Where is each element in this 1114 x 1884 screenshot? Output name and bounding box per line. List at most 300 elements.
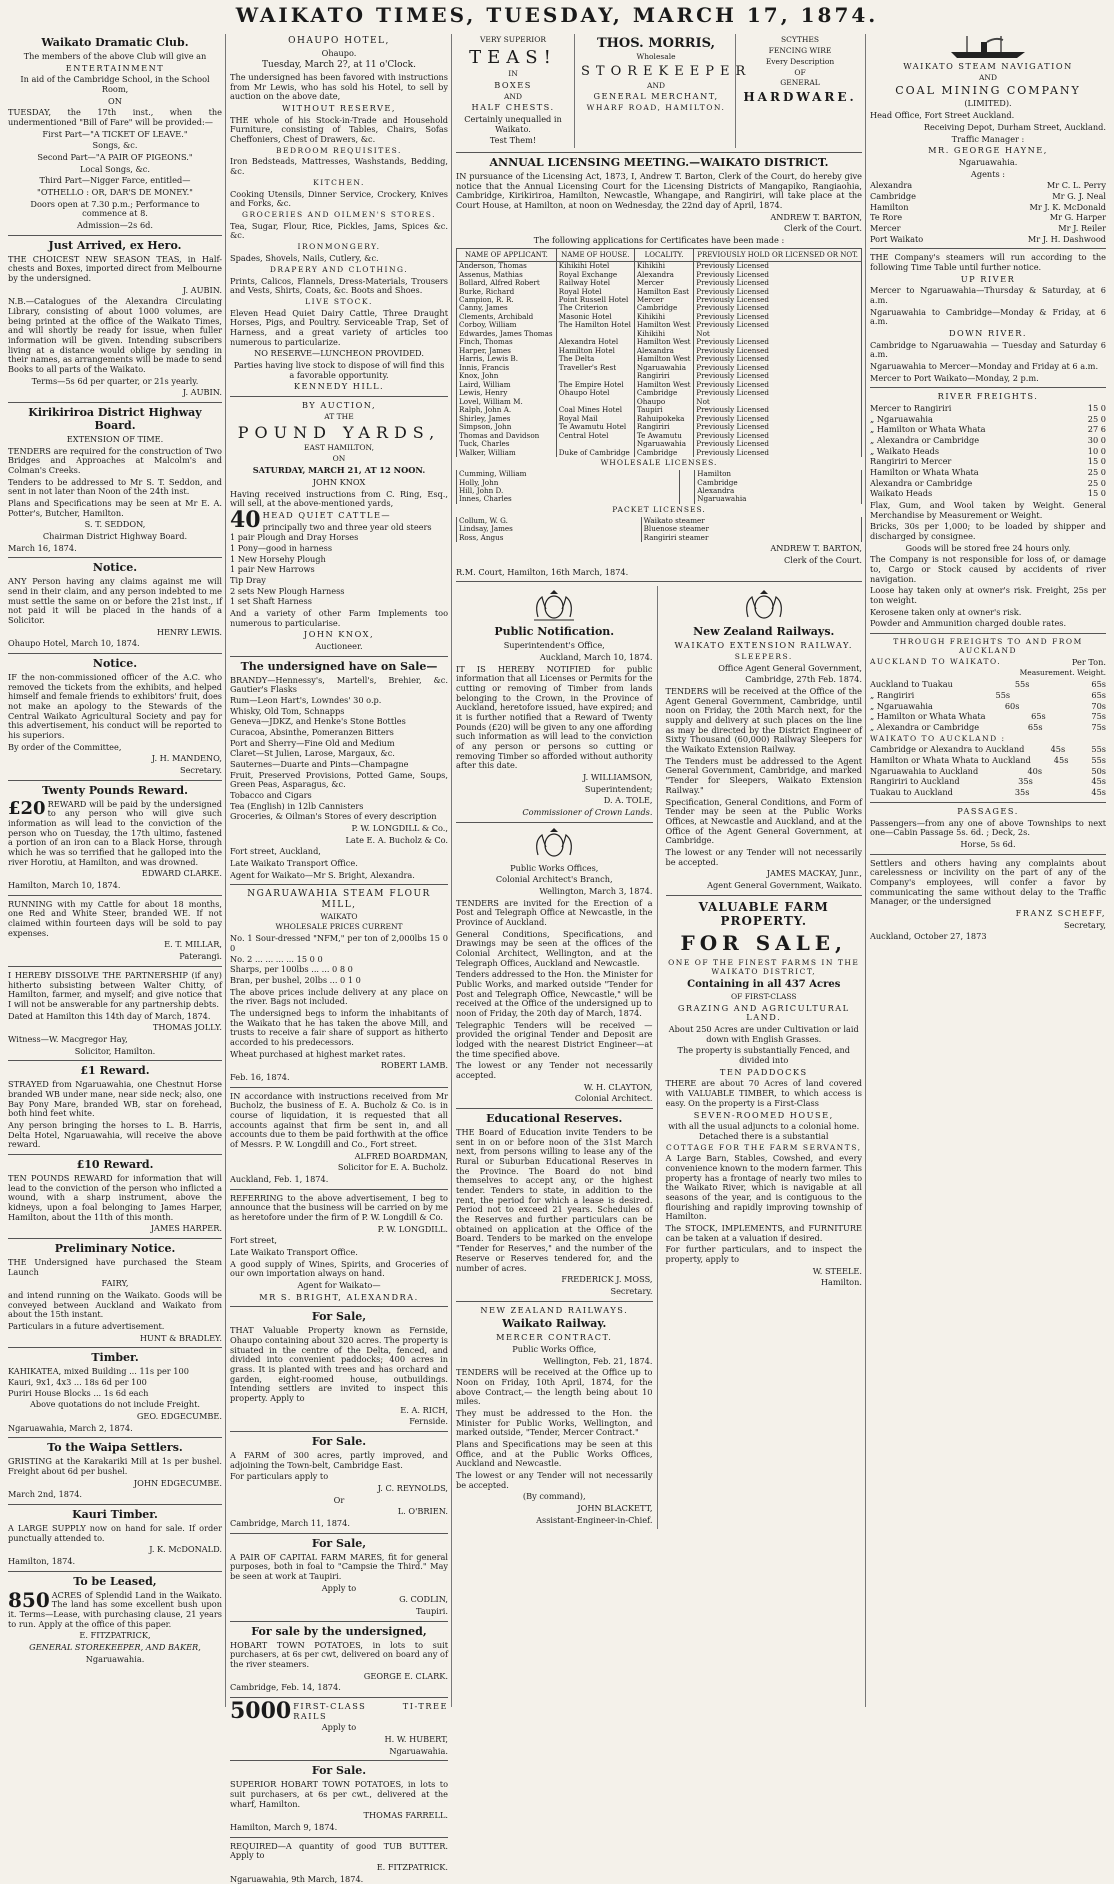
table-cell: Te Awamutu <box>634 432 693 440</box>
ad-text: IN accordance with instructions received from Mr Bucholz, the business of E. A. Bucholz & Co. is in course of liquidation, it is requested that all accounts against that firm be sent in, and all accounts due to them be paid forthwith at the office of Messrs. P. W. Longdill and Co., Fort street. <box>230 1090 448 1149</box>
ad-text: Containing in all 437 Acres <box>687 979 841 991</box>
ad-text: Taupiri. <box>416 1606 448 1617</box>
ad-teas <box>456 34 575 148</box>
ad-signature: FRANZ SCHEFF, <box>1015 907 1106 918</box>
list-cell: 30 0 <box>1087 434 1106 445</box>
ad-date: Ngaruawahia, 9th March, 1874. <box>230 1873 364 1884</box>
ad-text: EAST HAMILTON, <box>303 443 374 453</box>
ad-text: Puriri House Blocks ... 1s 6d each <box>8 1387 149 1398</box>
ad-text: 1 New Horsehy Plough <box>230 553 326 564</box>
ad-text: The lowest or any Tender will not necessarily be accepted. <box>665 846 862 867</box>
ad-text: TUESDAY, the 17th inst., when the undermentioned "Bill of Fare" will be provided:— <box>8 107 222 127</box>
ad-text: A PAIR OF CAPITAL FARM MARES, fit for general purposes, both in foal to "Campsie the Third." May be seen at work at Taupiri. <box>230 1551 448 1582</box>
ad-text: GRAZING AND AGRICULTURAL LAND. <box>677 1002 850 1023</box>
ad-text: MR S. BRIGHT, ALEXANDRA. <box>259 1291 419 1302</box>
ad-signature: JAMES MACKAY, Junr., <box>766 868 862 879</box>
ad-text: Third Part—Nigger Farce, entitled— <box>39 175 191 186</box>
ad-title: To be Leased, <box>73 1574 157 1588</box>
list-cell: Cambridge or Alexandra to Auckland <box>870 744 1025 755</box>
ad-text: Goods will be stored free 24 hours only. <box>905 542 1071 553</box>
ad-text: Solicitor, Hamilton. <box>74 1045 156 1056</box>
ad-highway-board <box>8 407 222 553</box>
list-cell: 55s <box>1014 679 1030 690</box>
ad-text: For particulars apply to <box>230 1471 329 1482</box>
ad-title: Kauri Timber. <box>72 1507 158 1521</box>
list-cell: Mr J. H. Dashwood <box>1027 233 1106 244</box>
table-cell: Masonic Hotel <box>556 313 634 321</box>
ad-subtitle: Waikato Railway. <box>502 1317 607 1331</box>
ad-text: Ngaruawahia. <box>958 156 1018 167</box>
ad-title: POUND YARDS, <box>237 422 441 442</box>
table-cell: Central Hotel <box>556 432 634 440</box>
list-cell: Rangiriri to Auckland <box>870 776 960 787</box>
list-cell: „ Rangiriri <box>870 689 915 700</box>
table-cell: Te Awamutu Hotel <box>556 423 634 431</box>
ad-text: Tenders addressed to the Hon. the Minister for Public Works, and marked outside "Tender for Post and Telegraph Office, Newcastle," will be received at the Office of the undersigned up to noon of Friday, the 20th day of March, 1874. <box>456 969 653 1019</box>
ad-title: TEAS! <box>469 46 557 68</box>
ad-title: VALUABLE FARM PROPERTY. <box>698 899 829 928</box>
ad-signature: GEORGE E. CLARK. <box>363 1670 448 1681</box>
ad-text: IN <box>508 69 518 79</box>
ad-text: Agent for Waikato— <box>297 1280 381 1291</box>
ad-title: FOR SALE, <box>680 930 847 955</box>
ad-text: The Tenders must be addressed to the Agent General Government, Cambridge, and marked "Tender for Sleepers, Waikato Extension Railway." <box>665 755 862 795</box>
ad-text: MERCER CONTRACT. <box>496 1332 613 1343</box>
ad-farm-mares <box>230 1538 448 1617</box>
list-cell: Hamilton or Whata Whata to Auckland <box>870 755 1031 766</box>
ad-text: Late Waikato Transport Office. <box>230 857 358 868</box>
list-cell: 25 0 <box>1087 477 1106 488</box>
freight-row <box>870 468 1106 478</box>
ad-text: Test Them! <box>489 135 537 146</box>
ad-text: SUPERIOR HOBART TOWN POTATOES, in lots to suit purchasers, at 6s per cwt., delivered at the wharf, Hamilton. <box>230 1779 448 1809</box>
ad-licensing <box>456 157 862 577</box>
table-cell: Previously Licensed <box>694 313 862 321</box>
list-cell: Alexandra <box>870 180 913 191</box>
table-cell: Innes, Charles <box>457 495 680 503</box>
ad-text: STRAYED from Ngaruawahia, one Chestnut Horse branded WB under mane, near side neck; also, one Bay Pony Mare, branded WB, star on forehead, both hind feet white. <box>8 1079 222 1119</box>
ad-text: Having received instructions from C. Ring, Esq., will sell, at the above-mentioned yards, <box>230 488 448 509</box>
ad-text: Sharps, per 100lbs ... ... 0 8 0 <box>230 964 353 975</box>
ad-title: HARDWARE. <box>743 90 857 105</box>
list-cell: Mr J. Reiler <box>1058 222 1106 233</box>
table-cell: Royal Mail <box>556 415 634 423</box>
ad-text: The lowest or any Tender not necessarily accepted. <box>456 1060 653 1081</box>
ad-date: Cambridge, 27th Feb. 1874. <box>745 674 862 685</box>
ad-signature: J. K. McDONALD. <box>149 1544 222 1555</box>
ad-text: They must be addressed to the Hon. the Minister for Public Works, Wellington, and marked outside, "Tender, Mercer Contract." <box>456 1407 653 1438</box>
list-cell: 65s <box>1091 679 1106 690</box>
table-cell: Previously Licensed <box>694 347 862 355</box>
ad-text: Superintendent's Office, <box>503 640 605 651</box>
ad-text: Certainly unequalled in Waikato. <box>464 114 562 134</box>
ad-butter <box>230 1842 448 1884</box>
ad-text: Above quotations do not include Freight. <box>29 1399 201 1410</box>
ad-text: with all the usual adjuncts to a colonial home. Detached there is a substantial <box>668 1121 860 1141</box>
ad-date: SATURDAY, MARCH 21, AT 12 NOON. <box>252 465 426 476</box>
table-header: NAME OF HOUSE. <box>556 248 634 261</box>
ad-pound-yards <box>230 401 448 652</box>
table-cell: Edwardes, James Thomas <box>457 330 557 338</box>
ad-text: Secretary. <box>610 1285 653 1296</box>
table-cell: Previously Licensed <box>694 415 862 423</box>
list-cell: 75s <box>1091 711 1106 722</box>
list-cell: Te Rore <box>870 212 903 223</box>
ad-text: NO RESERVE—LUNCHEON PROVIDED. <box>254 348 424 359</box>
ad-text: The undersigned has been favored with instructions from Mr Lewis, who has sold his Hotel, to sell by auction on the above date, <box>230 71 448 102</box>
royal-crest-icon <box>524 589 584 623</box>
table-cell: Collum, W. G. <box>457 517 642 525</box>
list-cell: 65s <box>1091 689 1106 700</box>
list-cell: 55s <box>1091 744 1106 755</box>
ad-title: £1 Reward. <box>80 1064 150 1078</box>
ad-text: Groceries, & Oilman's Stores of every description <box>230 811 437 822</box>
ad-signature: GEO. EDGECUMBE. <box>136 1410 222 1421</box>
ad-text: Clerk of the Court. <box>783 223 862 234</box>
ad-signature: D. A. TOLE, <box>603 795 653 806</box>
table-cell: The Hamilton Hotel <box>556 321 634 329</box>
ad-text: Agent for Waikato—Mr S. Bright, Alexandra. <box>230 869 415 880</box>
table-cell: Laird, William <box>457 381 557 389</box>
list-cell: 35s <box>1014 787 1030 798</box>
ad-text: The undersigned begs to inform the inhabitants of the Waikato that he has taken the above Mill, and trusts to receive a fair share of support as hitherto accorded to his predecessors. <box>230 1007 448 1047</box>
ad-referring <box>230 1194 448 1303</box>
ad-text: SLEEPERS. <box>734 651 793 661</box>
table-cell: Mercer <box>634 279 693 287</box>
ad-text: And a variety of other Farm Implements too numerous to particularise. <box>230 607 448 628</box>
freight-row <box>870 436 1106 446</box>
ad-date: Hamilton, March 9, 1874. <box>230 1822 338 1833</box>
ad-subtitle: Agents : <box>970 168 1006 179</box>
ad-signature: EDWARD CLARKE. <box>141 868 222 879</box>
table-cell: Hamilton West <box>634 321 693 329</box>
ad-text: BY AUCTION, <box>301 400 377 411</box>
table-cell: Anderson, Thomas <box>457 262 557 271</box>
ad-text: Assistant-Engineer-in-Chief. <box>536 1514 653 1525</box>
freight-row <box>870 723 1106 733</box>
ad-dramatic-club <box>8 37 222 231</box>
ad-subtitle: IRONMONGERY. <box>297 242 381 252</box>
ad-text: AND <box>647 80 666 90</box>
list-cell: 55s <box>1091 755 1106 766</box>
ad-notice-lewis <box>8 562 222 649</box>
ad-text: A good supply of Wines, Spirits, and Groceries of our own importation always on hand. <box>230 1258 448 1279</box>
ad-text: No. 2 ... ... ... ... 15 0 0 <box>230 953 323 964</box>
ad-title: For Sale, <box>311 1310 367 1324</box>
ad-rails <box>230 1698 448 1756</box>
ad-text: The property is substantially Fenced, and divided into <box>677 1045 850 1066</box>
ad-text: SCYTHES <box>781 35 819 44</box>
table-cell: Harris, Lewis B. <box>457 355 557 363</box>
table-cell: Ngaruawahia <box>634 440 693 448</box>
list-cell: Rangiriri to Mercer <box>870 456 952 467</box>
ad-subtitle: DRAPERY AND CLOTHING. <box>269 264 409 274</box>
list-cell: Mercer to Rangiriri <box>870 402 952 413</box>
ad-text: Particulars in a future advertisement. <box>8 1320 165 1331</box>
ad-text: The above prices include delivery at any place on the river. Bags not included. <box>230 986 448 1007</box>
ad-public-notification <box>456 589 653 817</box>
ad-signature: JOHN EDGECUMBE. <box>133 1477 222 1488</box>
table-cell: Harper, James <box>457 347 557 355</box>
freight-row <box>870 425 1106 435</box>
ad-leased <box>8 1576 222 1665</box>
table-cell: Canny, James <box>457 304 557 312</box>
ad-text: Local Songs, &c. <box>80 163 150 174</box>
ad-text: BOXES <box>494 79 532 90</box>
ad-title: For sale by the undersigned, <box>251 1624 427 1638</box>
ad-date: Dated at Hamilton this 14th day of March, 1874. <box>8 1010 211 1021</box>
ad-text: Every Description <box>765 56 835 66</box>
list-cell: 35s <box>1018 776 1033 787</box>
ad-text: Receiving Depot, Durham Street, Auckland. <box>923 121 1106 132</box>
company-title: COAL MINING COMPANY <box>895 83 1081 97</box>
freight-row <box>870 415 1106 425</box>
list-cell: Hamilton <box>870 201 909 212</box>
ad-signature: L. O'BRIEN. <box>397 1506 448 1517</box>
down-river-list <box>870 341 1106 384</box>
table-cell: Campion, R. R. <box>457 296 557 304</box>
ad-text: The following applications for Certificates have been made : <box>533 235 785 246</box>
table-cell: Royal Hotel <box>556 288 634 296</box>
ad-text: Rum—Leon Hart's, Lowndes' 30 o.p. <box>230 694 382 705</box>
table-cell: Previously Licensed <box>694 381 862 389</box>
ad-educational-reserves <box>456 1113 653 1296</box>
ad-text: TENDERS will be received at the Office up to Noon on Friday, 10th April, 1874, for the above Contract,— the length being about 10 miles. <box>456 1367 653 1407</box>
ad-text: AUCKLAND TO WAIKATO. <box>870 656 1002 666</box>
list-cell: „ Alexandra or Cambridge <box>870 434 980 445</box>
table-cell: Previously Licensed <box>694 372 862 380</box>
ad-text: Or <box>333 1494 345 1505</box>
ad-signature: J. AUBIN. <box>182 387 222 398</box>
ad-text: ON <box>108 95 122 106</box>
list-cell: 27 6 <box>1087 424 1106 435</box>
ad-date: March 16, 1874. <box>8 542 77 553</box>
ad-signature: J. WILLIAMSON, <box>583 771 653 782</box>
table-cell: Ross, Angus <box>457 534 642 542</box>
ad-text: JOHN KNOX <box>312 476 366 487</box>
cattle-count: 40 <box>230 506 261 533</box>
column-1 <box>8 34 222 1707</box>
ad-farm-300 <box>230 1436 448 1529</box>
ad-text: Cooking Utensils, Dinner Service, Crockery, Knives and Forks, &c. <box>230 188 448 209</box>
ad-text: Tip Dray <box>230 574 266 585</box>
ad-one-pound <box>8 1065 222 1150</box>
ad-title: THOS. MORRIS, <box>596 36 716 51</box>
list-cell: 25 0 <box>1087 466 1106 477</box>
ad-text: AND <box>504 91 523 101</box>
ad-text: BRANDY—Hennessy's, Martell's, Brehier, &c. Gautier's Flasks <box>230 674 448 695</box>
table-cell: Kihikihi <box>634 330 693 338</box>
list-cell: Waikato Heads <box>870 488 933 499</box>
ad-title: ANNUAL LICENSING MEETING.—WAIKATO DISTRICT. <box>489 156 829 170</box>
table-cell: Hamilton West <box>634 338 693 346</box>
ad-text: TENDERS are invited for the Erection of a Post and Telegraph Office at Newcastle, in the Province of Auckland. <box>456 897 653 928</box>
list-cell: Mr G. Harper <box>1049 212 1106 223</box>
table-header: LOCALITY. <box>634 248 693 261</box>
ad-text: GENERAL MERCHANT, <box>593 91 719 102</box>
ad-text: The lowest or any Tender will not necessarily be accepted. <box>456 1469 653 1490</box>
freight-row <box>870 702 1106 712</box>
ad-text: Passengers—from any one of above Townships to next one—Cabin Passage 5s. 6d. ; Deck, 2s. <box>870 817 1106 838</box>
table-cell: Walker, William <box>457 449 557 457</box>
column-rule <box>865 34 866 1707</box>
table-cell: Not <box>694 398 862 406</box>
royal-crest-icon <box>734 589 794 623</box>
ad-text: OF <box>794 67 806 77</box>
ad-text: REQUIRED—A quantity of good TUB BUTTER. Apply to <box>230 1840 448 1861</box>
agent-row <box>870 235 1106 245</box>
ad-text: Apply to <box>321 1582 357 1593</box>
table-cell: Lovel, William M. <box>457 398 557 406</box>
table-row <box>457 534 862 542</box>
table-cell <box>679 479 694 487</box>
ad-text: WITHOUT RESERVE, <box>281 102 397 113</box>
ad-title: Notice. <box>92 561 138 575</box>
ad-public-works <box>456 827 653 1104</box>
ad-notice-committee <box>8 658 222 776</box>
ad-title: Timber. <box>91 1351 139 1365</box>
ad-signature: KENNEDY HILL. <box>293 381 385 392</box>
ad-text: By order of the Committee, <box>8 741 122 752</box>
ad-signature: W. STEELE. <box>812 1265 862 1276</box>
agent-row <box>870 203 1106 213</box>
list-cell: „ Alexandra or Cambridge <box>870 721 980 732</box>
list-cell: 45s <box>1091 776 1106 787</box>
table-cell: Point Russell Hotel <box>556 296 634 304</box>
wholesale-table <box>456 470 862 504</box>
table-cell: Clements, Archibald <box>457 313 557 321</box>
column-3 <box>456 34 862 1707</box>
table-cell: Previously Licensed <box>694 364 862 372</box>
ad-title: Twenty Pounds Reward. <box>42 783 188 797</box>
ad-text: A FARM of 300 acres, partly improved, and adjoining the Town-belt, Cambridge East. <box>230 1450 448 1470</box>
ad-title: Notice. <box>92 657 138 671</box>
ad-text: Loose hay taken only at owner's risk. Freight, 25s per ton weight. <box>870 585 1106 606</box>
ad-text: Doors open at 7.30 p.m.; Performance to commence at 8. <box>30 198 200 219</box>
ad-signature: W. H. CLAYTON, <box>583 1081 653 1092</box>
list-cell: Port Waikato <box>870 233 924 244</box>
ad-text: A Large Barn, Stables, Cowshed, and every convenience known to the modern farmer. This property has a frontage of nearly two miles to the Waikato River, which is navigable at all seasons of the year, and is contiguous to the flourishing and rapidly improving township of Hamilton. <box>665 1153 862 1222</box>
ad-text: HEAD QUIET CATTLE— <box>262 509 392 520</box>
timetable-line: Ngaruawahia to Mercer—Monday and Friday at 6 a.m. <box>870 360 1099 371</box>
masthead: WAIKATO TIMES, TUESDAY, MARCH 17, 1874. <box>235 3 879 27</box>
ad-text: Wholesale <box>636 52 676 62</box>
table-cell <box>679 487 694 495</box>
ad-text: For further particulars, and to inspect the property, apply to <box>665 1244 862 1265</box>
ad-twenty-pounds <box>8 785 222 891</box>
ad-text: and intend running on the Waikato. Goods will be conveyed between Auckland and Waikato from about the 15th instant. <box>8 1289 222 1320</box>
ad-date: Hamilton, 1874. <box>8 1555 76 1566</box>
ad-ohaupo-hotel <box>230 36 448 392</box>
freight-row <box>870 457 1106 467</box>
ad-text: ACRES of Splendid Land in the Waikato. The land has some excellent bush upon it. Terms—Lease, with purchasing clause, 21 years to run. Apply at the office of this paper. <box>8 1589 222 1629</box>
table-cell: Previously Licensed <box>694 262 862 271</box>
list-cell: 45s <box>1053 755 1069 766</box>
ad-title: New Zealand Railways. <box>693 625 835 639</box>
ad-nz-railways <box>456 1306 653 1526</box>
list-cell: 15 0 <box>1087 488 1106 499</box>
ad-signature: J. C. REYNOLDS, <box>377 1483 448 1494</box>
ad-signature: H. W. HUBERT, <box>384 1734 448 1745</box>
ad-subtitle: PACKET LICENSES. <box>612 504 706 514</box>
ad-text: Measurement. Weight. <box>1019 668 1106 678</box>
ad-date: Auckland, March 10, 1874. <box>539 651 653 662</box>
ad-text: FENCING WIRE <box>768 45 832 55</box>
ad-date: R.M. Court, Hamilton, 16th March, 1874. <box>456 566 629 577</box>
ad-signature: E. FITZPATRICK. <box>376 1862 448 1873</box>
ad-date: Ohaupo Hotel, March 10, 1874. <box>8 638 140 649</box>
ad-title: Kirikiriroa District Highway Board. <box>28 406 202 433</box>
table-cell: Cambridge <box>634 389 693 397</box>
through-header <box>870 658 1106 668</box>
ad-potatoes-clark <box>230 1626 448 1693</box>
table-cell: Taupiri <box>634 406 693 414</box>
ad-text: REWARD will be paid by the undersigned to any person who will give such information as will lead to the conviction of the person who on Tuesday, the 17th ultimo, fastened a portion of an iron can to a Black Horse, through which he was so terrified that he galloped into the river Horotiu, at Hamilton, and was drowned. <box>8 798 222 867</box>
ad-text: STOREKEEPER <box>581 64 752 80</box>
list-cell: 65s <box>1027 721 1043 732</box>
ad-text: The STOCK, IMPLEMENTS, and FURNITURE can be taken at a valuation if desired. <box>665 1223 862 1243</box>
ad-date: Hamilton, March 10, 1874. <box>8 880 121 891</box>
ad-subtitle: THROUGH FREIGHTS TO AND FROM AUCKLAND <box>893 637 1083 655</box>
list-cell: „ Ngaruawahia <box>870 413 933 424</box>
ad-subtitle: PASSAGES. <box>957 805 1019 816</box>
ad-text: Bran, per bushel, 20lbs ... 0 1 0 <box>230 974 361 985</box>
table-cell <box>679 470 694 478</box>
ad-text: Eleven Head Quiet Dairy Cattle, Three Draught Horses, Pigs, and Poultry. Serviceable Trap, Set of Harness, and a great variety of articles too numerous to particularize. <box>230 307 448 347</box>
ad-fernside <box>230 1311 448 1427</box>
table-row <box>457 470 862 478</box>
table-cell: Hamilton West <box>634 355 693 363</box>
ad-hardware <box>742 34 862 148</box>
ad-text: (By command), <box>522 1491 586 1502</box>
ad-text: (LIMITED). <box>964 98 1012 109</box>
ad-text: 2 sets New Plough Harness <box>230 585 345 596</box>
column-2 <box>230 34 448 1884</box>
ad-text: OF FIRST-CLASS <box>730 991 797 1001</box>
table-cell: Tuck, Charles <box>457 440 557 448</box>
ad-text: THE whole of his Stock-in-Trade and Household Furniture, consisting of Tables, Chairs, Sofas Cheffoniers, Chest of Drawers, &c. <box>230 114 448 144</box>
table-cell: Previously Licensed <box>694 338 862 346</box>
ad-signature: ANDREW T. BARTON, <box>770 211 862 222</box>
freight-row <box>870 479 1106 489</box>
ad-text: Curacoa, Absinthe, Pomeranzen Bitters <box>230 726 394 737</box>
ad-text: Late E. A. Bucholz & Co. <box>345 834 448 845</box>
ad-text: THE Company's steamers will run according to the following Time Table until further notice. <box>870 252 1106 272</box>
table-cell: Mercer <box>634 296 693 304</box>
table-cell: Lewis, Henry <box>457 389 557 397</box>
ad-text: ANY Person having any claims against me will send in their claim, and any person indebted to me must settle the same on or before the 21st inst., if not paid it will be placed in the hands of a Solicitor. <box>8 576 222 626</box>
ad-signature: THOMAS FARRELL. <box>363 1810 448 1821</box>
list-cell: Hamilton or Whata Whata <box>870 466 979 477</box>
table-cell: Innis, Francis <box>457 364 557 372</box>
ad-date: March 2nd, 1874. <box>8 1489 83 1500</box>
freight-list <box>870 404 1106 499</box>
ad-cattle <box>8 900 222 962</box>
ad-text: Fort street, Auckland, <box>230 846 321 857</box>
list-cell: „ Waikato Heads <box>870 445 940 456</box>
ad-signature: ALFRED BOARDMAN, <box>354 1150 448 1161</box>
ad-text: General Conditions, Specifications, and Drawings may be seen at the offices of the Colonial Architect, Wellington, and at the Telegraph Offices, Auckland and Newcastle. <box>456 928 653 968</box>
ad-text: GENERAL STOREKEEPER, AND BAKER, <box>29 1641 201 1652</box>
ad-text: THE CHOICEST NEW SEASON TEAS, in Half-chests and Boxes, imported direct from Melbourne by the undersigned. <box>8 253 222 284</box>
ad-text: VERY SUPERIOR <box>480 35 547 44</box>
ad-signature: JOHN KNOX, <box>303 629 375 640</box>
table-cell: Alexandra <box>634 271 693 279</box>
table-cell: Rangiriri <box>634 423 693 431</box>
list-cell: Cambridge <box>870 190 917 201</box>
ad-text: Plans and Specifications may be seen at this Office, and at the Public Works Offices, Auckland and Newcastle. <box>456 1438 653 1469</box>
packet-table <box>456 517 862 542</box>
